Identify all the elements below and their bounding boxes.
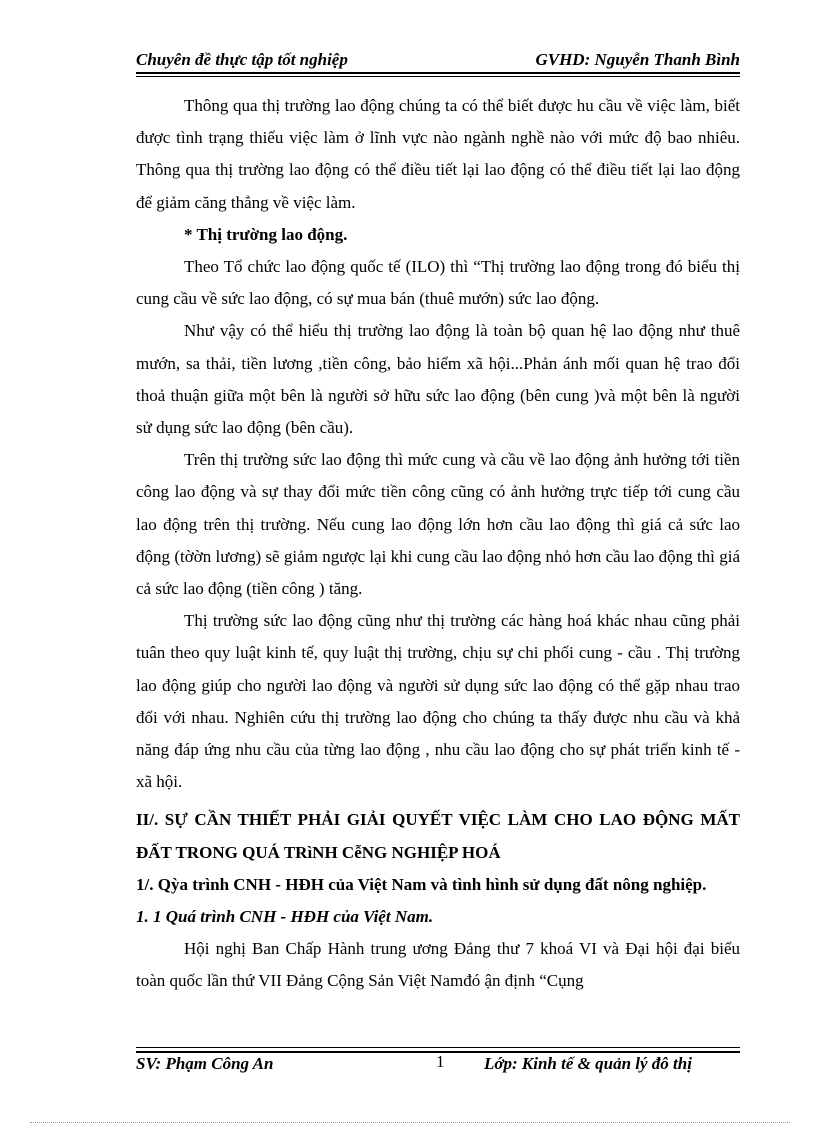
paragraph: Thông qua thị trường lao động chúng ta có thể biết được hu cầu về việc làm, biết được tình trạng thiếu việc làm ở lĩnh vực nào ngành nghề nào với mức độ bao nhiêu. Thông qua thị trường lao động có thể điều tiết lại lao động có thể điều tiết lại lao động để giảm căng thẳng về việc làm.	[136, 96, 740, 212]
paragraph: Hội nghị Ban Chấp Hành trung ương Đảng thư 7 khoá VI và Đại hội đại biểu toàn quốc lần thứ VII Đảng Cộng Sản Việt Namđó ận định “Cụng	[136, 939, 740, 991]
paragraph: Theo Tổ chức lao động quốc tế (ILO) thì “Thị trường lao động trong đó biểu thị cung cầu về sức lao động, có sự mua bán (thuê mướn) sức lao động.	[136, 257, 740, 309]
subsection-heading: 1/. Qỳa trình CNH - HĐH của Việt Nam và tình hình sử dụng đất nông nghiệp.	[136, 874, 707, 894]
paragraph: Trên thị trường sức lao động thì mức cung và cầu về lao động ảnh hưởng tới tiền công lao động và sự thay đổi mức tiền công cũng có ảnh hưởng trực tiếp tới cung cầu lao động trên thị trường. Nếu cung lao động lớn hơn cầu lao động thì giá cả sức lao động (tờờn lương) sẽ giảm ngược lại khi cung cầu lao động nhỏ hơn cầu lao động thì giá cả sức lao động (tiền công ) tăng.	[136, 450, 740, 599]
header-rule-thick	[136, 72, 740, 74]
document-body	[136, 90, 740, 998]
page-number: 1	[436, 1052, 445, 1071]
footer-class: Lớp: Kinh tế & quản lý đô thị	[484, 1054, 692, 1073]
section-heading: II/. SỰ CẦN THIẾT PHẢI GIẢI QUYẾT VIỆC LÀM CHO LAO ĐỘNG MẤT ĐẤT TRONG QUÁ TRìNH CễNG NGHIỆP HOÁ	[136, 810, 740, 862]
footer-student: SV: Phạm Công An	[136, 1054, 274, 1073]
paragraph: Thị trường sức lao động cũng như thị trường các hàng hoá khác nhau cũng phải tuân theo quy luật kinh tế, quy luật thị trường, chịu sự chi phối cung - cầu . Thị trường lao động giúp cho người lao động và người sử dụng sức lao động có thể gặp nhau trao đổi với nhau. Nghiên cứu thị trường lao động cho chúng ta thấy được nhu cầu và khả năng đáp ứng nhu cầu của từng lao động , nhu cầu lao động cho sự phát triển kinh tế - xã hội.	[136, 611, 740, 792]
header-advisor: GVHD: Nguyễn Thanh Bình	[535, 50, 740, 69]
header-title: Chuyên đề thực tập tốt nghiệp	[136, 50, 348, 69]
page-footer	[136, 1054, 740, 1078]
header-rule-thin	[136, 76, 740, 77]
subheading: * Thị trường lao động.	[184, 224, 348, 244]
page-header	[136, 48, 740, 72]
footer-rule-thin	[136, 1047, 740, 1048]
paragraph: Như vậy có thể hiểu thị trường lao động là toàn bộ quan hệ lao động như thuê mướn, sa thải, tiền lương ,tiền công, bảo hiểm xã hội...Phản ánh mối quan hệ trao đổi thoả thuận giữa một bên là người sở hữu sức lao động (bên cung )và một bên là người sử dụng sức lao động (bên cầu).	[136, 321, 740, 438]
subsubsection-heading: 1. 1 Quá trình CNH - HĐH của Việt Nam.	[136, 907, 434, 927]
